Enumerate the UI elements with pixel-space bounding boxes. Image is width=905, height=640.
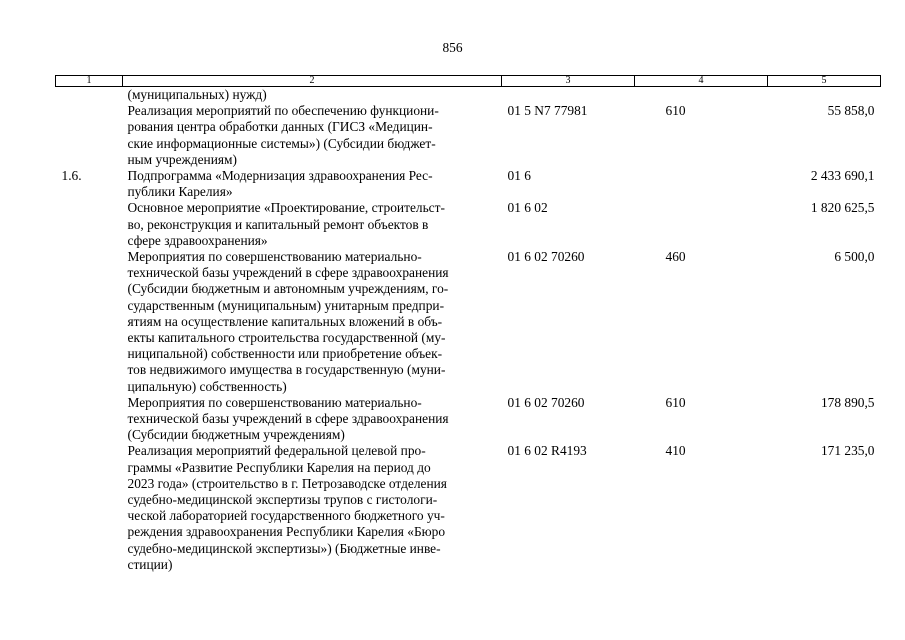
row-description: Основное мероприятие «Проектирование, строительст- во, реконструкция и капитальный ремонт объектов в сфере здравоохранения» xyxy=(127,200,445,248)
row-amount: 2 433 690,1 xyxy=(810,168,875,184)
row-description: (муниципальных) нужд) xyxy=(127,87,267,102)
row-code: 01 6 02 R4193 xyxy=(507,443,587,459)
row-code: 01 5 N7 77981 xyxy=(507,103,588,119)
header-col-3: 3 xyxy=(502,76,635,87)
row-description: Мероприятия по совершенствованию материально- технической базы учреждений в сфере здравоохранения (Субсидии бюджетным и автономным учреждениям, го- сударственным (муниципальным) унитарным предпри- ятиям на осуществление капитальных вложений в объ- екты капитального строительства государственной (му- ниципальной) собственности или приобретение объек- тов недвижимого имущества в государственную (муни- ципальную) собственность) xyxy=(127,249,449,394)
table-row xyxy=(56,87,881,104)
row-description: Реализация мероприятий по обеспечению функциони- рования центра обработки данных (ГИСЗ «Медицин- ские информационные системы») (Субсидии бюджет- ным учреждениям) xyxy=(127,103,439,167)
row-description: Реализация мероприятий федеральной целевой про- граммы «Развитие Республики Карелия на период до 2023 года» (строительство в г. Петрозаводске отделения судебно-медицинской экспертизы трупов с гистологи- ческой лабораторией государственного бюджетного уч- реждения здравоохранения Республики Карелия «Бюро судебно-медицинской экспертизы») (Бюджетные инве- стиции) xyxy=(127,443,447,572)
table-row xyxy=(56,200,881,249)
row-amount: 6 500,0 xyxy=(834,249,875,265)
row-expense-type xyxy=(635,168,768,200)
table-row xyxy=(56,443,881,573)
row-expense-type: 610 xyxy=(665,394,686,410)
row-code: 01 6 02 70260 xyxy=(507,394,585,410)
header-col-4: 4 xyxy=(635,76,768,87)
header-col-2: 2 xyxy=(123,76,502,87)
row-number xyxy=(56,395,123,444)
row-amount xyxy=(768,87,881,104)
row-code: 01 6 02 xyxy=(507,200,548,216)
row-amount: 178 890,5 xyxy=(820,394,875,410)
header-col-1: 1 xyxy=(56,76,123,87)
row-expense-type: 610 xyxy=(665,103,686,119)
row-amount: 55 858,0 xyxy=(827,103,875,119)
row-number xyxy=(56,103,123,168)
row-number xyxy=(56,443,123,573)
budget-table xyxy=(55,75,881,573)
row-expense-type: 460 xyxy=(665,249,686,265)
row-code xyxy=(502,87,635,104)
page-number: 856 xyxy=(442,40,463,55)
row-expense-type xyxy=(635,200,768,249)
row-code: 01 6 xyxy=(507,168,531,184)
row-expense-type xyxy=(635,87,768,104)
row-description: Подпрограмма «Модернизация здравоохранения Рес- публики Карелия» xyxy=(127,168,433,200)
row-amount: 171 235,0 xyxy=(820,443,875,459)
row-number: 1.6. xyxy=(61,168,82,184)
header-col-5: 5 xyxy=(768,76,881,87)
row-number xyxy=(56,200,123,249)
row-expense-type: 410 xyxy=(665,443,686,459)
table-row xyxy=(56,249,881,395)
row-number xyxy=(56,249,123,395)
row-number xyxy=(56,87,123,104)
row-code: 01 6 02 70260 xyxy=(507,249,585,265)
row-amount: 1 820 625,5 xyxy=(810,200,875,216)
table-header xyxy=(56,76,881,87)
table-row xyxy=(56,103,881,168)
row-description: Мероприятия по совершенствованию материально- технической базы учреждений в сфере здравоохранения (Субсидии бюджетным учреждениям) xyxy=(127,394,449,443)
table-row xyxy=(56,395,881,444)
table-row xyxy=(56,168,881,200)
